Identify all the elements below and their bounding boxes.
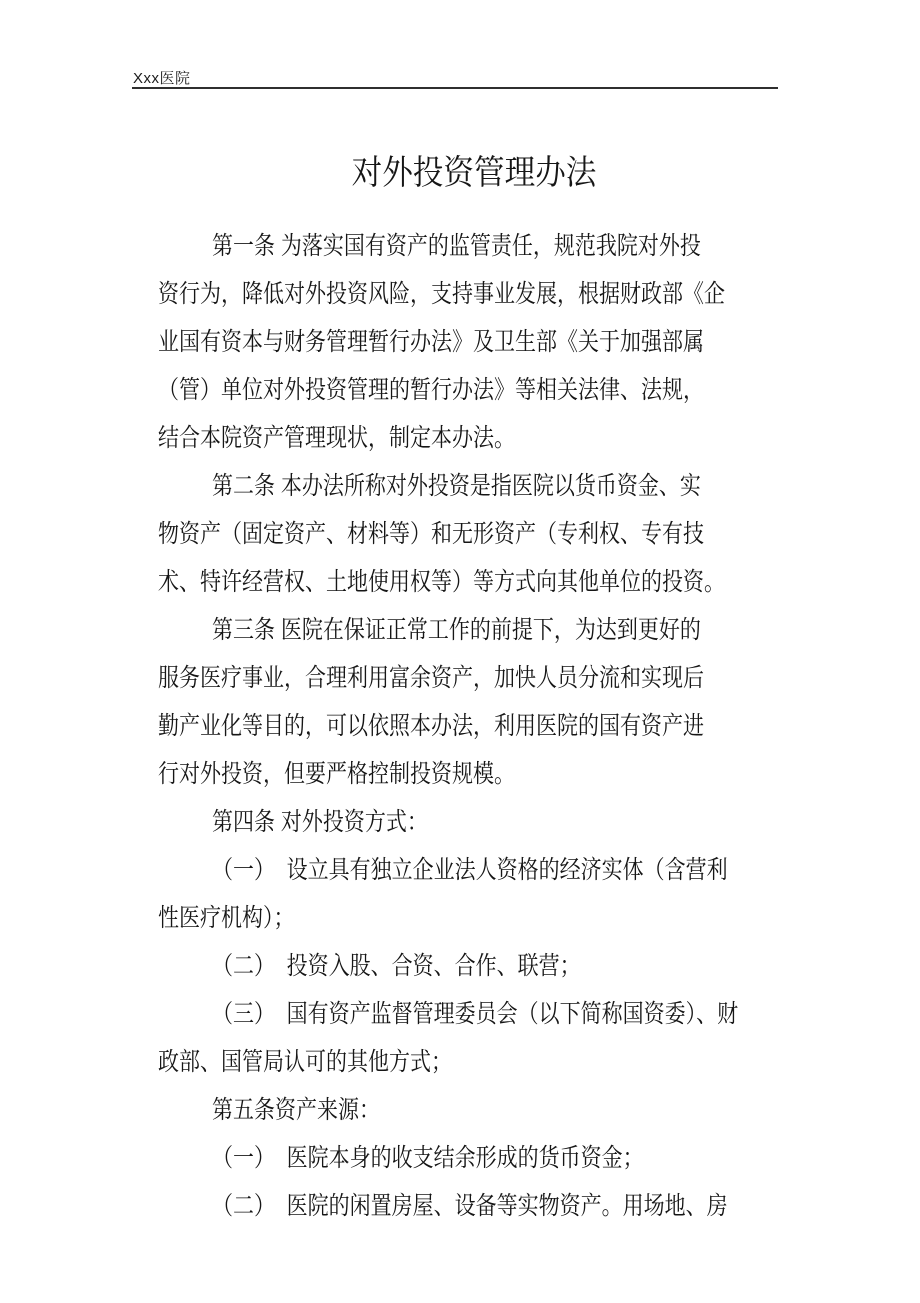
document-line-text: 第四条 对外投资方式： [211,808,428,836]
document-line-text: 资行为，降低对外投资风险，支持事业发展，根据财政部《企 [157,280,725,308]
document-line-text: 业国有资本与财务管理暂行办法》及卫生部《关于加强部属 [157,328,704,356]
document-line-text: 术、特许经营权、土地使用权等）等方式向其他单位的投资。 [157,568,725,596]
document-line-text: 第三条 医院在保证正常工作的前提下，为达到更好的 [211,616,701,644]
document-line-text: （管）单位对外投资管理的暂行办法》等相关法律、法规， [157,376,704,404]
page-title-text: 对外投资管理办法 [351,154,597,192]
document-line-text: 第二条 本办法所称对外投资是指医院以货币资金、实 [211,472,701,500]
document-header-label: Xxx医院 [133,70,191,87]
document-line-text: （一） 设立具有独立企业法人资格的经济实体（含营利 [211,856,728,884]
document-line-text: 行对外投资，但要严格控制投资规模。 [157,760,515,788]
document-line-text: （二） 投资入股、合资、合作、联营； [211,952,581,980]
document-line-text: 结合本院资产管理现状，制定本办法。 [157,424,515,452]
document-line-text: 第五条资产来源： [211,1096,380,1124]
header-underline [132,87,778,89]
document-line-text: 服务医疗事业，合理利用富余资产，加快人员分流和实现后 [157,664,704,692]
document-line-text: （三） 国有资产监督管理委员会（以下简称国资委）、财 [211,1000,738,1028]
document-line-text: （二） 医院的闲置房屋、设备等实物资产。用场地、房 [211,1192,728,1220]
document-line-text: 物资产（固定资产、材料等）和无形资产（专利权、专有技 [157,520,704,548]
document-line-text: 性医疗机构）； [157,904,295,932]
document-line-text: （一） 医院本身的收支结余形成的货币资金； [211,1144,644,1172]
document-line [130,174,795,260]
document-body [130,174,795,1220]
document-line-text: 勤产业化等目的，可以依照本办法，利用医院的国有资产进 [157,712,704,740]
document-line-text: 第一条 为落实国有资产的监管责任，规范我院对外投 [211,232,701,260]
document-line-text: 政部、国管局认可的其他方式； [157,1048,452,1076]
